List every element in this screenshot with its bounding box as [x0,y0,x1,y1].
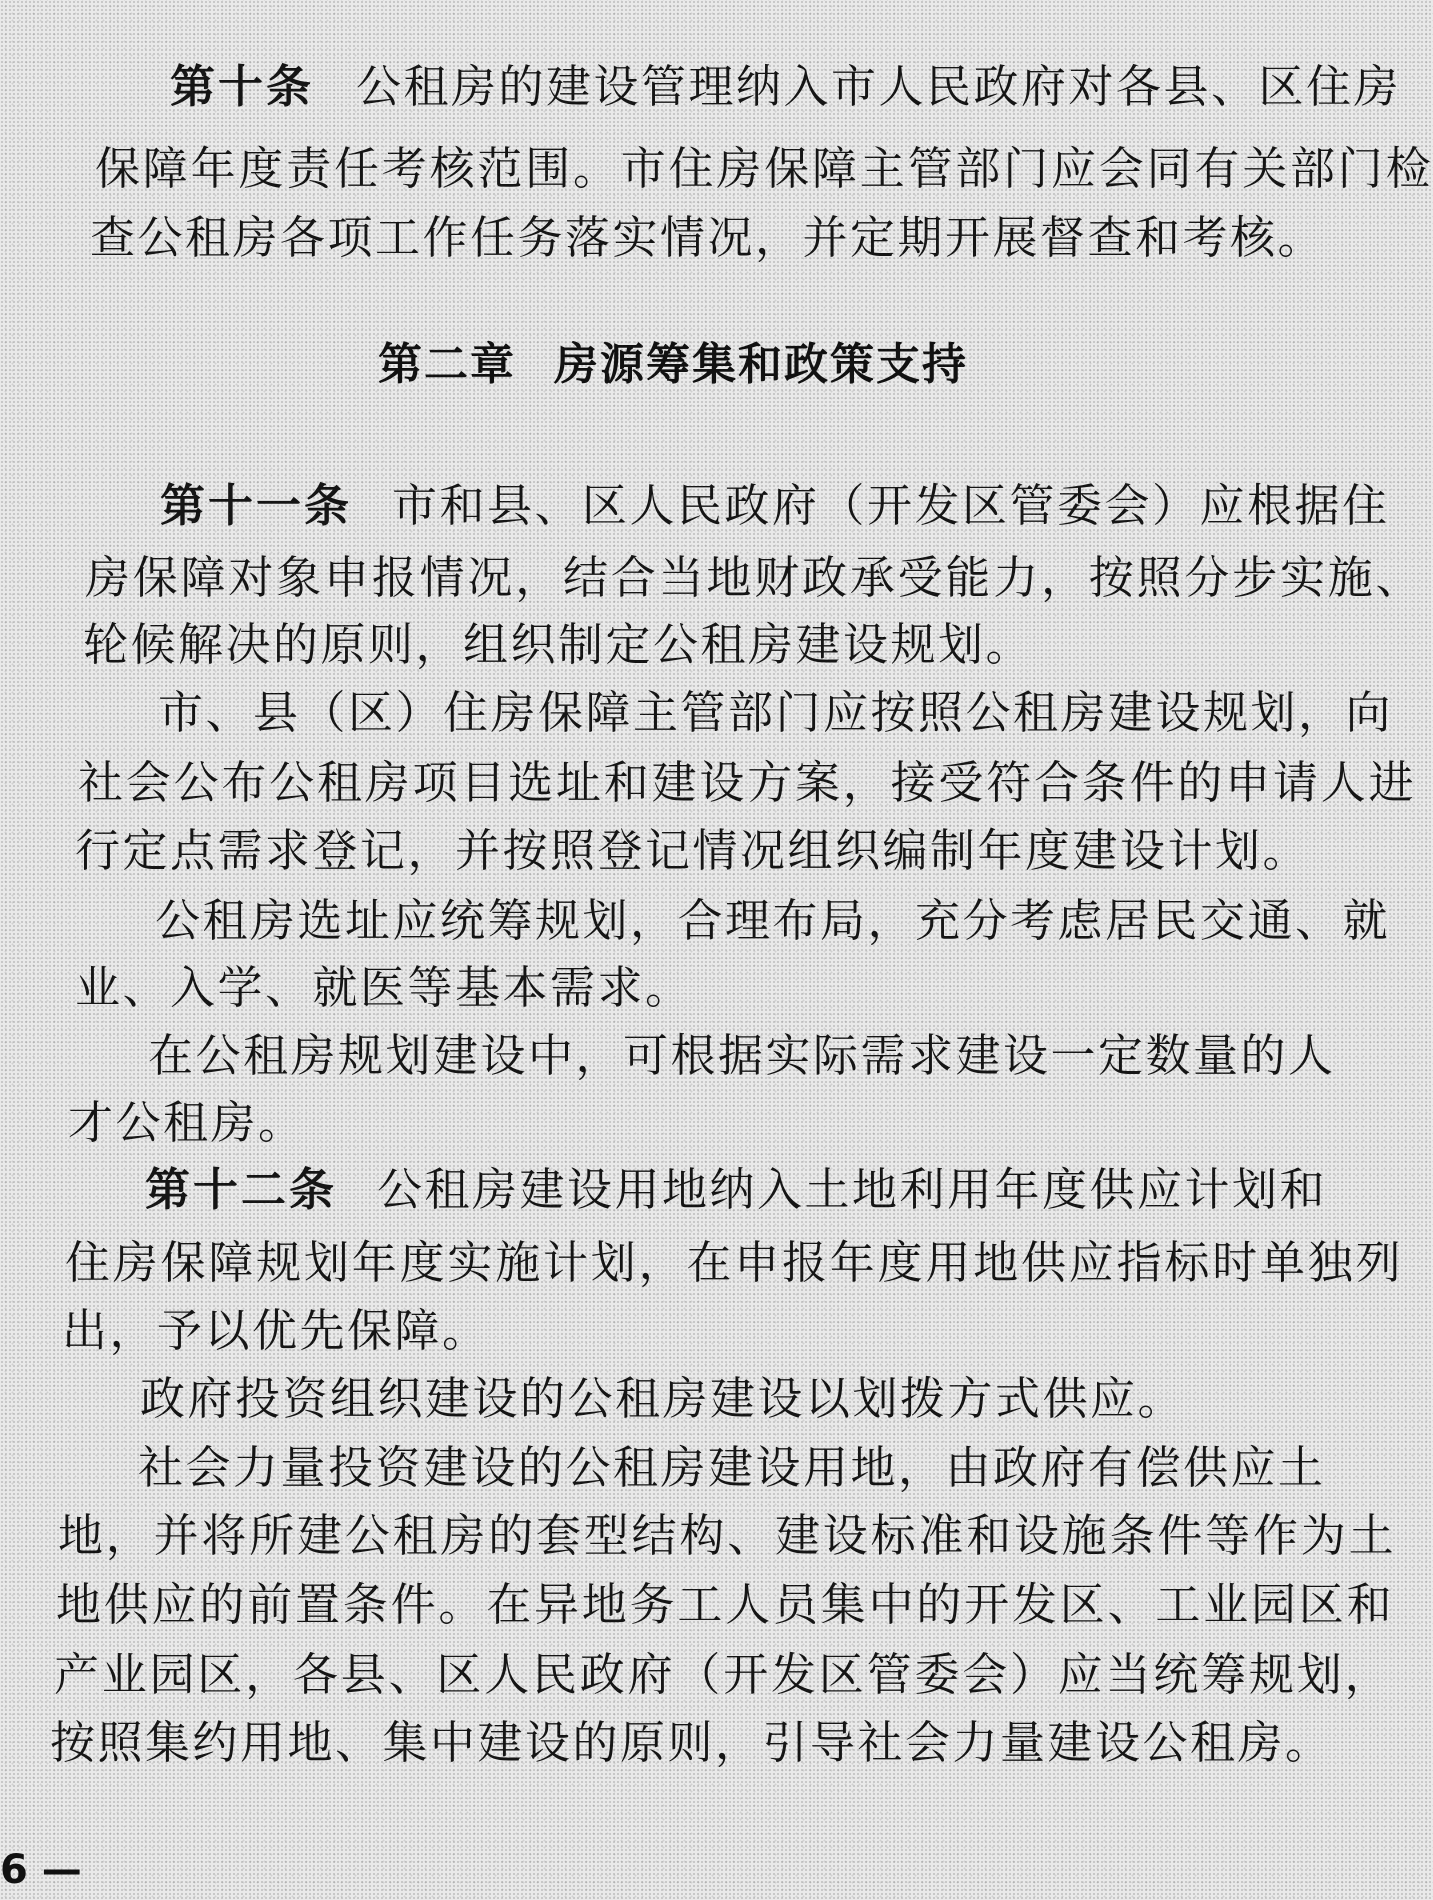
article-11-para-3-line-2: 才公租房。 [68,1096,306,1149]
article-12-para-2-line-3: 地供应的前置条件。在异地务工人员集中的开发区、工业园区和 [56,1578,1395,1631]
article-11-label: 第十一条 [160,479,353,532]
article-11-para-1-line-1: 市、县（区）住房保障主管部门应按照公租房建设规划，向 [158,686,1394,739]
article-11-para-1-line-2: 社会公布公租房项目选址和建设方案，接受符合条件的申请人进 [78,756,1417,809]
article-11-line-3: 轮候解决的原则，组织制定公租房建设规划。 [83,618,1034,671]
chapter-number: 第二章 [378,339,516,390]
article-11-para-3-line-1: 在公租房规划建设中，可根据实际需求建设一定数量的人 [148,1029,1336,1082]
article-11-text: 市和县、区人民政府（开发区管委会）应根据住 [392,479,1390,532]
article-11-line-2: 房保障对象申报情况，结合当地财政承受能力，按照分步实施、 [85,551,1424,604]
article-10-line-2: 保障年度责任考核范围。市住房保障主管部门应会同有关部门检 [95,142,1433,195]
article-11-para-2-line-2: 业、入学、就医等基本需求。 [75,961,693,1014]
article-10-text: 公租房的建设管理纳入市人民政府对各县、区住房 [356,60,1402,113]
article-10-label: 第十条 [170,60,315,113]
article-11-line-1 [160,479,1390,532]
article-12-para-2-line-2: 地，并将所建公租房的套型结构、建设标准和设施条件等作为土 [58,1509,1397,1562]
article-12-label: 第十二条 [145,1163,338,1216]
article-12-line-3: 出，予以优先保障。 [62,1304,490,1357]
article-12-para-1-line-1: 政府投资组织建设的公租房建设以划拨方式供应。 [140,1372,1186,1425]
article-12-para-2-line-4: 产业园区，各县、区人民政府（开发区管委会）应当统筹规划， [54,1648,1393,1701]
article-12-line-1 [145,1163,1328,1216]
article-12-line-2: 住房保障规划年度实施计划，在申报年度用地供应指标时单独列 [65,1236,1404,1289]
article-10-line-1 [170,60,1402,113]
article-10-line-3: 查公租房各项工作任务落实情况，并定期开展督查和考核。 [90,211,1326,264]
article-12-para-2-line-1: 社会力量投资建设的公租房建设用地，由政府有偿供应土 [138,1441,1326,1494]
article-12-text: 公租房建设用地纳入土地利用年度供应计划和 [377,1163,1328,1216]
chapter-heading [378,339,968,390]
article-11-para-1-line-3: 行定点需求登记，并按照登记情况组织编制年度建设计划。 [75,824,1311,877]
article-11-para-2-line-1: 公租房选址应统筹规划，合理布局，充分考虑居民交通、就 [155,894,1391,947]
page-number: 6 — [0,1847,82,1893]
article-12-para-2-line-5: 按照集约用地、集中建设的原则，引导社会力量建设公租房。 [50,1716,1333,1769]
chapter-title: 房源筹集和政策支持 [554,339,968,390]
